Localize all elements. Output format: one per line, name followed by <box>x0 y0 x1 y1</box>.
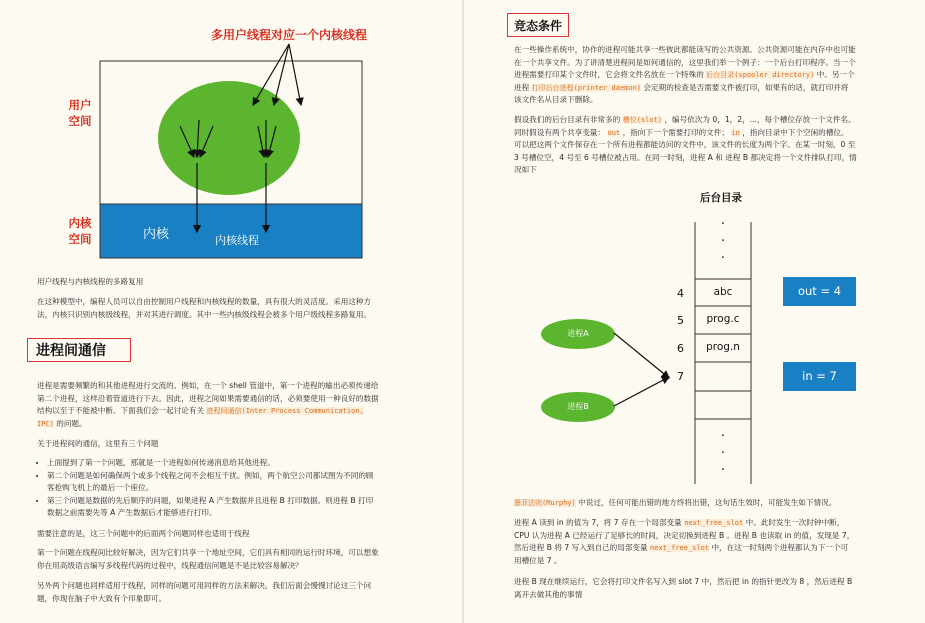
kernel-box <box>100 204 362 258</box>
text-run: 进程 <box>514 82 530 92</box>
text-run: 中。此时发生一次时钟中断， <box>745 518 845 527</box>
list-item-line: 第三个问题是数据的先后顺序的问题，如果进程 A 产生数据并且进程 B 打印数据。则进程 B 打印 <box>47 495 374 505</box>
paragraph <box>37 380 379 430</box>
spooler-term: 后台目录(spooler directory) <box>706 71 815 80</box>
diagram-caption: 用户线程与内核线程的多路复用 <box>37 277 144 286</box>
slot-number: 4 <box>677 287 684 300</box>
in-term: in <box>731 128 740 137</box>
text-run: 然后进程 B 将 7 写入到自己的局部变量 <box>514 543 648 553</box>
pointer-arrow <box>289 44 301 105</box>
paragraph <box>514 44 856 107</box>
spool-dots-top <box>695 216 751 267</box>
slot-name: prog.n <box>706 341 740 353</box>
kernel-label: 内核 <box>143 227 170 242</box>
ipc-term: 进程间通信(Inter Process Communication, <box>206 407 364 416</box>
text-run: 进程需要打印某个文件时，它会将文件名放在一个特殊的 <box>514 70 704 80</box>
user-space-label-line: 空间 <box>68 114 92 128</box>
kernel-space-label-line: 空间 <box>68 232 92 246</box>
ipc-term: IPC) <box>37 419 54 428</box>
list-item: • 上面提到了第一个问题，那就是一个进程如何传递消息给其他进程。 <box>47 457 374 470</box>
text-run: ，指向目录中下个空闲的槽位。 <box>742 127 849 137</box>
paragraph-line: 另外两个问题也同样适用于线程，同样的问题可用同样的方法来解决。我们后面会慢慢讨论这三个问 <box>37 581 372 590</box>
heading-race-condition: 竞态条件 <box>507 13 569 37</box>
slot-number: 7 <box>677 370 684 383</box>
paragraph-line: 可以把这两个文件保存在一个所有进程都能访问的文件中，该文件的长度为两个字。在某一时刻，0 至 <box>514 140 856 150</box>
paragraph-line: 离开去做其他的事情 <box>514 589 583 599</box>
paragraph-line: CPU 认为进程 A 已经运行了足够长的时间，决定切换到进程 B 。进程 B 也读取 in 的值，发现是 7， <box>514 530 855 540</box>
paragraph-line: 进程是需要频繁的和其他进程进行交流的。例如，在一个 shell 管道中，第一个进程的输出必须传递给 <box>37 381 379 390</box>
pointer-arrow <box>274 44 289 105</box>
list-item-line: 客抢购飞机上的最后一个座位。 <box>47 483 154 493</box>
paragraph <box>37 580 371 605</box>
text-run: 同时假设有两个共享变量： <box>514 127 606 137</box>
slot-name: abc <box>713 286 733 298</box>
paragraph-line: 你在用高级语言编写多线程代码的过程中，线程通信问题是不是比较容易解决？ <box>37 560 303 570</box>
paragraph-line <box>514 82 856 95</box>
paragraph <box>514 497 836 510</box>
text-run: 中说过，任何可能出错的地方终将出错，这句话生效时，可能发生如下情况。 <box>578 498 837 507</box>
text-run: 进程 A 读到 in 的值为 7，将 7 存在一个局部变量 <box>514 518 682 527</box>
paragraph-line <box>514 542 854 555</box>
paragraph-line: 况如下 <box>514 165 537 175</box>
out-term: out <box>607 128 621 137</box>
text-run: 中。另一个 <box>816 70 855 80</box>
paragraph-line: 在这种模型中，编程人员可以自由控制用户线程和内核线程的数量，具有很大的灵活度。采用这种方 <box>37 297 372 306</box>
paragraph-line <box>514 517 854 530</box>
dot: · <box>720 463 726 478</box>
text-run: ，编号依次为 0，1，2，...，每个槽位存放一个文件名。 <box>664 115 856 124</box>
user-space-label <box>62 97 98 129</box>
paragraph-line <box>37 405 379 418</box>
out-label: out = 4 <box>797 284 842 298</box>
paragraph-line: 在一些操作系统中，协作的进程可能共享一些彼此都能读写的公共资源。公共资源可能在内存中也可能 <box>514 45 856 54</box>
dot: · <box>720 217 726 232</box>
process-a-label: 进程A <box>567 329 589 338</box>
list-item-line: 第二个问题是如何确保两个或多个线程之间不会相互干扰。例如，两个航空公司都试图为不同的顾 <box>47 470 374 480</box>
murphy-term: 墨菲法则(Murphy) <box>514 499 576 507</box>
daemon-term: 打印后台进程(printer daemon) <box>531 83 642 92</box>
process-b-label: 进程B <box>567 402 589 411</box>
var-term: next_free_slot <box>684 519 744 527</box>
dot: · <box>720 446 726 461</box>
kernel-thread-label: 内核线程 <box>215 234 259 247</box>
text-run: 的问题。 <box>56 418 87 428</box>
in-label: in = 7 <box>802 369 837 383</box>
paragraph <box>514 576 852 601</box>
dot: · <box>720 251 726 266</box>
kernel-space-label <box>62 215 98 247</box>
list-item <box>47 470 374 495</box>
slot-term: 槽位(slot) <box>622 116 663 124</box>
text-run: 中，在这一时刻两个进程都认为下一个可 <box>711 543 849 553</box>
dot: · <box>720 429 726 444</box>
text-run: ，指向下一个需要打印的文件； <box>622 127 729 137</box>
paragraph-line <box>514 127 857 140</box>
diagram-title: 多用户线程对应一个内核线程 <box>211 28 368 42</box>
user-thread-blob <box>158 81 300 195</box>
paragraph-line <box>37 418 379 431</box>
problem-list <box>33 457 374 520</box>
kernel-space-label-line: 内核 <box>68 216 92 230</box>
paragraph-line: 该文件名从目录下删除。 <box>514 95 598 105</box>
paragraph-line <box>514 69 856 82</box>
paragraph: 关于进程间的通信，这里有三个问题 <box>37 439 159 448</box>
spooler-title: 后台目录 <box>700 192 742 204</box>
process-a-arrow <box>614 333 669 378</box>
paragraph-line: 用槽位是 7 。 <box>514 555 562 565</box>
process-b-arrow <box>614 377 669 406</box>
paragraph-line: 第二个进程，这样沿着管道进行下去。因此，进程之间如果需要通信的话，必须要使用一种良好的数据 <box>37 393 379 403</box>
dot: · <box>720 234 726 249</box>
paragraph <box>514 114 857 177</box>
paragraph-line: 3 号槽位空，4 号至 6 号槽位被占用。在同一时刻，进程 A 和 进程 B 都决定将一个文件排队打印，情 <box>514 152 857 162</box>
list-item-line: 数据之前需要先等 A 产生数据后才能够进行打印。 <box>47 508 217 518</box>
paragraph-line: 第一个问题在线程间比较好解决，因为它们共享一个地址空间，它们具有相同的运行时环境，可以想象 <box>37 548 379 557</box>
text-run: 会定期的检查是否需要文件被打印，如果有的话，就打印并将 <box>643 82 849 92</box>
paragraph-line: 在一个共享文件。为了讲清楚进程间是如何通信的，这里我们举一个例子：一个后台打印程序。当一个 <box>514 57 856 67</box>
var-term: next_free_slot <box>650 544 710 553</box>
slot-number: 5 <box>677 314 684 327</box>
text-run: 假设我们的后台目录有非常多的 <box>514 115 621 124</box>
slot-name: prog.c <box>706 313 740 325</box>
paragraph-line: 法，内核只识别内核级线程，并对其进行调度。其中一些内核级线程会被多个用户级线程多路复用。 <box>37 309 372 319</box>
user-space-label-line: 用户 <box>68 98 92 112</box>
text-run: 结构以至于不能被中断。下面我们会一起讨论有关 <box>37 406 205 416</box>
paragraph <box>37 296 371 321</box>
spool-dots-bottom <box>695 428 751 479</box>
paragraph: 需要注意的是，这三个问题中的后面两个问题同样也适用于线程 <box>37 529 250 538</box>
paragraph-line: 题，你现在脑子中大致有个印象即可。 <box>37 593 167 603</box>
paragraph-line <box>514 114 857 127</box>
paragraph-line: 进程 B 现在继续运行，它会将打印文件名写入到 slot 7 中，然后把 in 的指针更改为 8 ，然后进程 B <box>514 577 853 586</box>
heading-ipc: 进程间通信 <box>27 338 131 362</box>
paragraph <box>514 517 854 567</box>
list-item <box>47 495 374 520</box>
slot-number: 6 <box>677 342 684 355</box>
paragraph <box>37 547 379 572</box>
